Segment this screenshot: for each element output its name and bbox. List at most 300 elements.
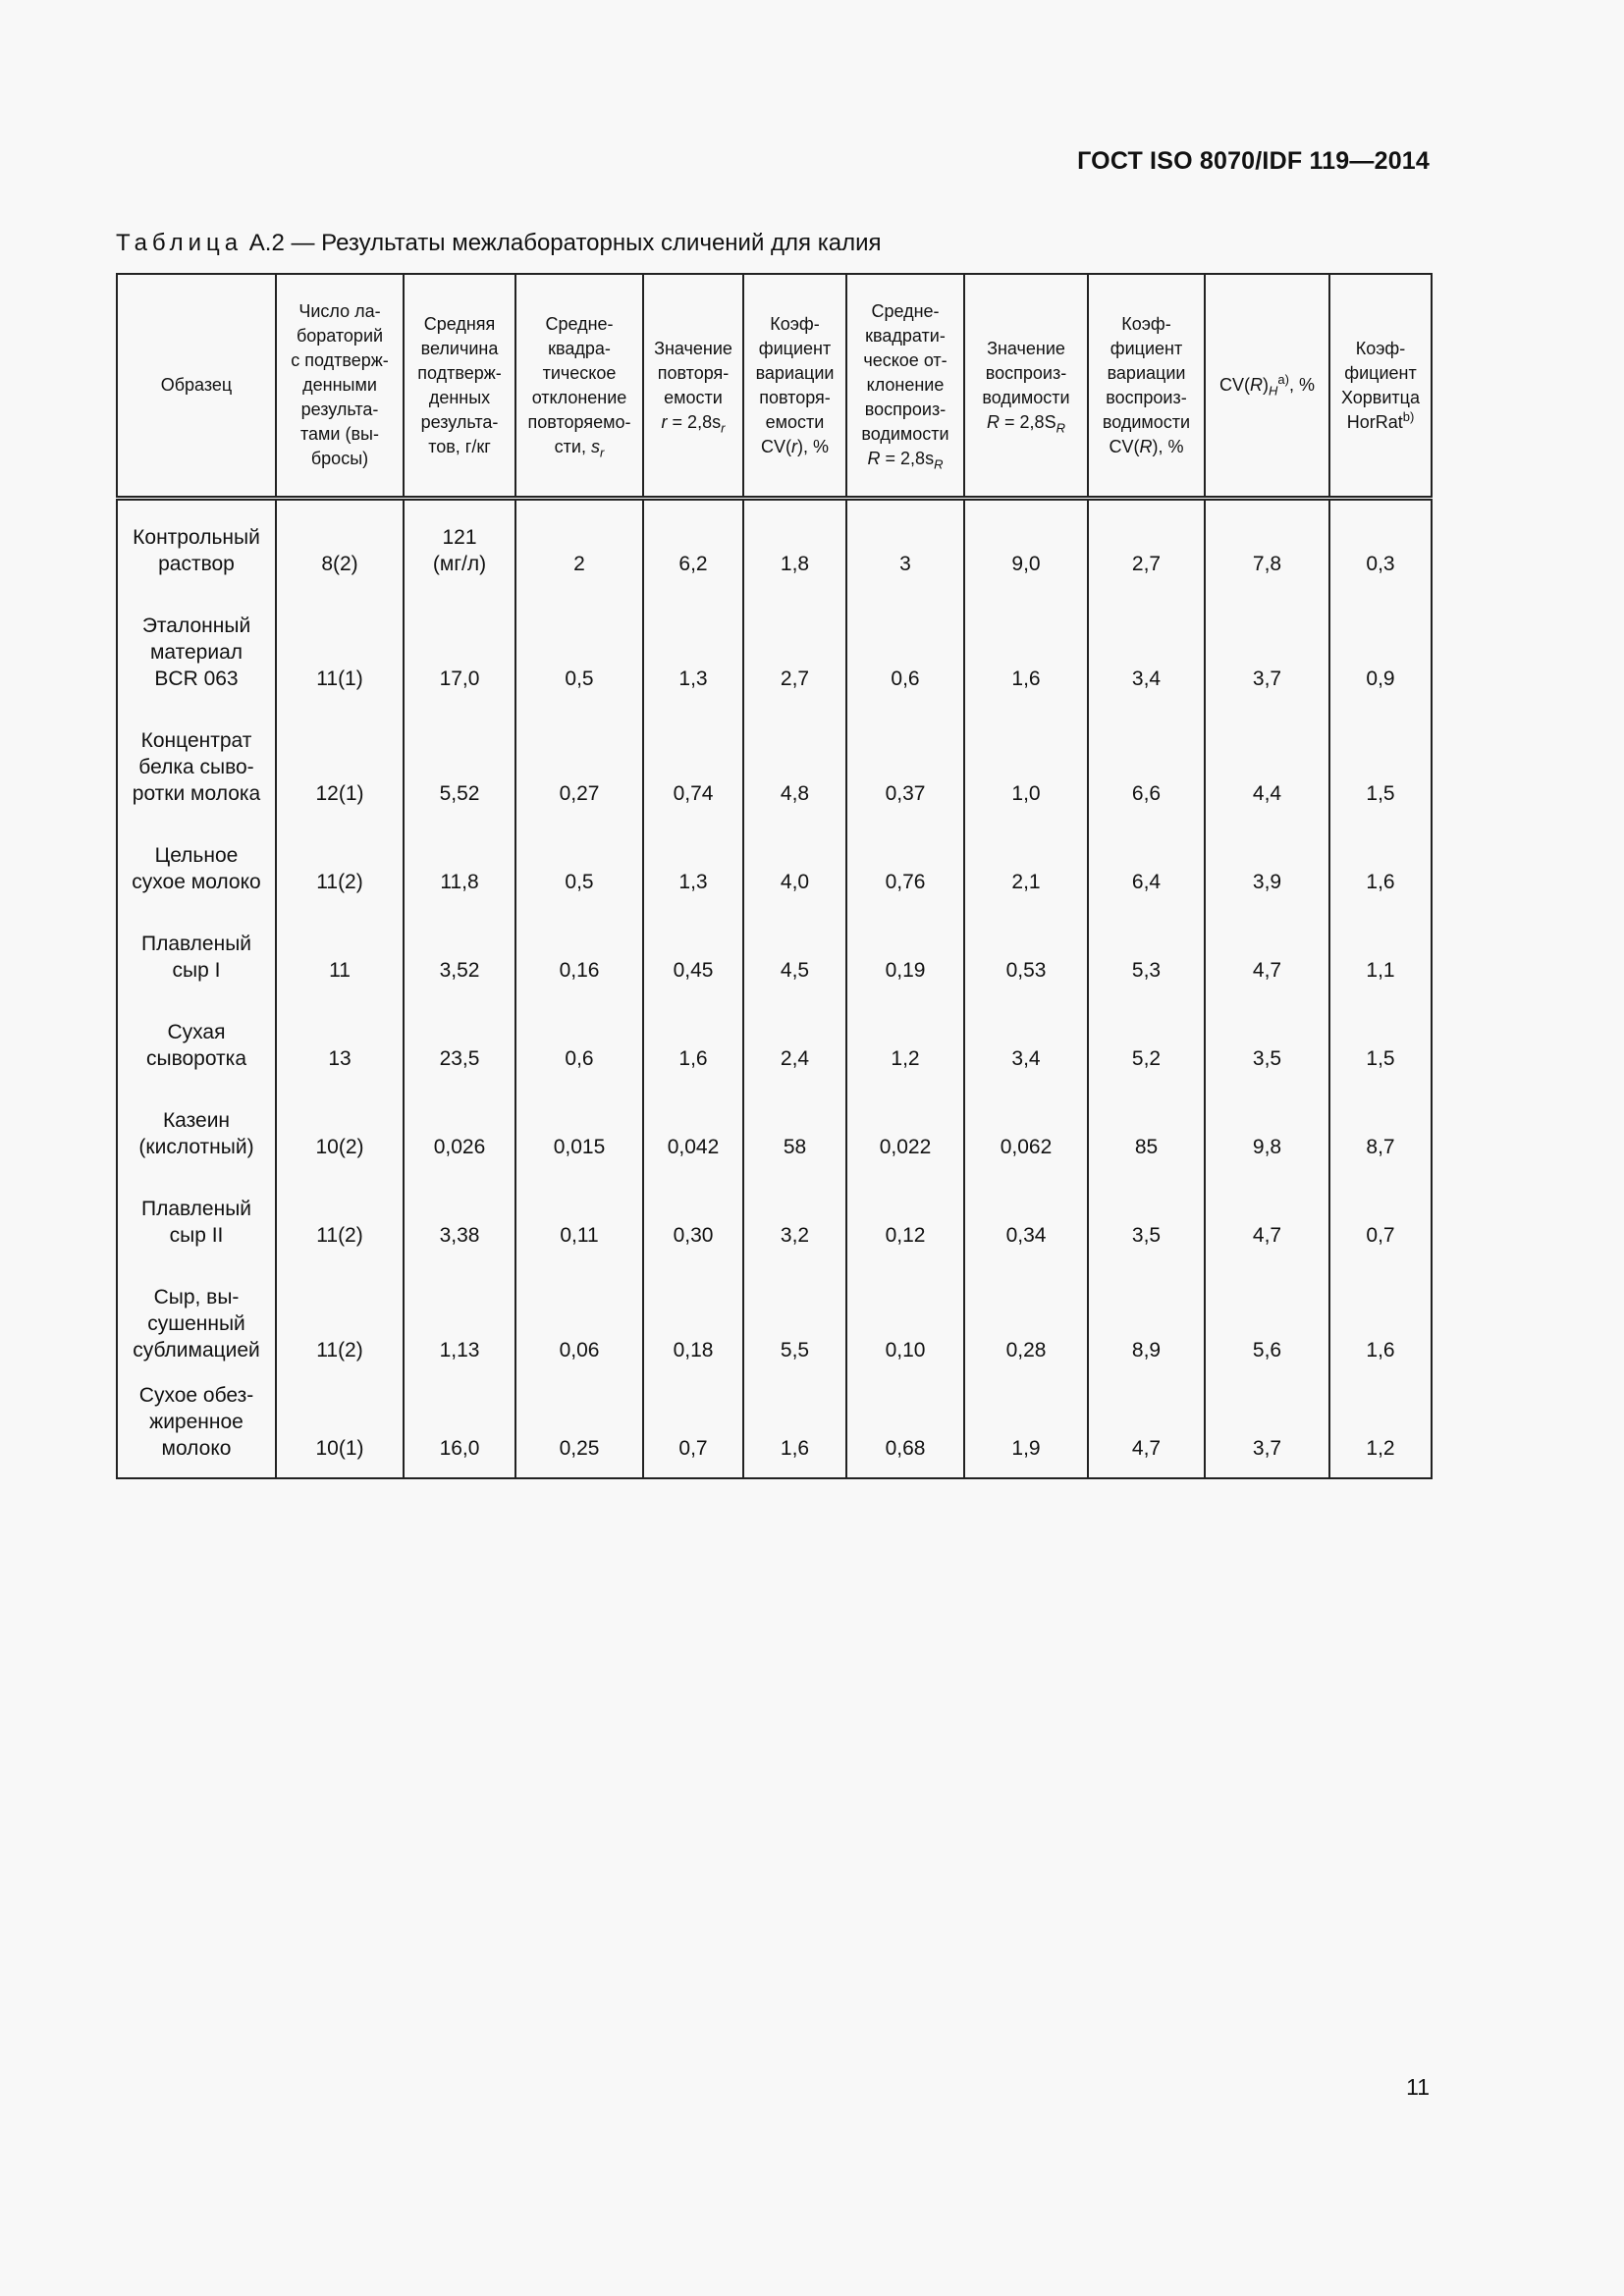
value-cell-horrat — [1329, 692, 1432, 807]
value-text: 0,11 — [560, 1223, 599, 1247]
value-text: 1,8 — [780, 552, 810, 575]
value-cell-repeatability-sd — [515, 1363, 643, 1478]
value-text: 1,6 — [678, 1046, 708, 1070]
value-cell-reproducibility-cv — [1088, 1160, 1205, 1249]
value-text: 0,74 — [673, 781, 714, 805]
value-cell-repeatability-cv — [743, 1363, 846, 1478]
value-text: 6,2 — [678, 552, 708, 575]
sample-name-line: сублимацией — [133, 1338, 260, 1362]
value-cell-reproducibility-sd — [846, 895, 964, 984]
value-text: 1,5 — [1366, 1046, 1395, 1070]
value-text: 2,1 — [1011, 870, 1041, 893]
value-text: 11(2) — [316, 870, 363, 893]
sample-name-line: (кислотный) — [138, 1135, 254, 1158]
column-header-line: CV(r), % — [760, 436, 829, 456]
sample-name-line: Концентрат — [140, 728, 252, 752]
value-text: 121 — [442, 525, 477, 549]
value-cell-labs-count — [276, 692, 404, 807]
column-header-line: фициент — [1110, 338, 1183, 358]
results-table-container — [116, 273, 1431, 1479]
column-header-line: воспроиз- — [985, 362, 1067, 383]
value-text: 2,7 — [780, 667, 810, 690]
column-header-line: $r = 2,8s_r$ — [661, 411, 726, 436]
value-text: 5,52 — [439, 781, 480, 805]
column-header-reproducibility-limit — [964, 274, 1088, 499]
sample-name-line: Сухая — [167, 1020, 226, 1043]
value-cell-mean-value — [404, 1160, 515, 1249]
value-text: 0,37 — [885, 781, 926, 805]
sample-name-line: BCR 063 — [154, 667, 239, 690]
value-cell-horrat — [1329, 984, 1432, 1072]
value-cell-horwitz-cv — [1205, 499, 1329, 577]
sample-name-line: сухое молоко — [132, 870, 261, 893]
value-text: 5,2 — [1131, 1046, 1162, 1070]
column-header-line: Значение — [987, 338, 1065, 358]
table-row — [117, 499, 1432, 577]
value-cell-reproducibility-cv — [1088, 807, 1205, 895]
table-row — [117, 984, 1432, 1072]
column-header-line: фициент — [758, 338, 832, 358]
value-cell-repeatability-sd — [515, 692, 643, 807]
sample-name-line: молоко — [161, 1436, 232, 1460]
value-cell-repeatability-sd — [515, 807, 643, 895]
value-text: 0,7 — [1366, 1223, 1395, 1247]
value-cell-horwitz-cv — [1205, 984, 1329, 1072]
value-text: 1,2 — [891, 1046, 920, 1070]
column-header-line: Коэф- — [770, 313, 820, 334]
value-text: 0,5 — [565, 870, 594, 893]
value-text: 1,2 — [1366, 1436, 1395, 1460]
value-cell-horrat — [1329, 1363, 1432, 1478]
value-text: 1,0 — [1011, 781, 1041, 805]
value-text: 3,38 — [439, 1223, 480, 1247]
value-cell-reproducibility-limit — [964, 1072, 1088, 1160]
value-cell-mean-value — [404, 577, 515, 692]
value-text: 11(2) — [316, 1338, 363, 1362]
column-header-line: емости — [765, 411, 825, 432]
value-text: 1,6 — [1011, 667, 1041, 690]
value-text: 1,6 — [780, 1436, 810, 1460]
value-cell-repeatability-sd — [515, 1072, 643, 1160]
column-header-labs-count — [276, 274, 404, 499]
column-header-horrat — [1329, 274, 1432, 499]
value-text: 3,2 — [780, 1223, 810, 1247]
value-cell-mean-value — [404, 692, 515, 807]
value-cell-reproducibility-limit — [964, 1363, 1088, 1478]
value-text: 5,3 — [1131, 958, 1162, 982]
value-text: 85 — [1134, 1135, 1159, 1158]
value-text: 4,5 — [780, 958, 810, 982]
value-text: 0,18 — [673, 1338, 714, 1362]
value-cell-labs-count — [276, 577, 404, 692]
value-text: 3,5 — [1252, 1046, 1282, 1070]
value-cell-repeatability-cv — [743, 984, 846, 1072]
column-header-line: водимости — [1102, 411, 1191, 432]
column-header-line: HorRat$^{b)}$ — [1346, 408, 1415, 432]
value-cell-horrat — [1329, 1160, 1432, 1249]
column-header-line: Средне- — [545, 313, 614, 334]
table-body — [117, 499, 1432, 1478]
value-text: 0,53 — [1005, 958, 1047, 982]
value-cell-repeatability-limit — [643, 1160, 743, 1249]
column-header-line: тов, г/кг — [428, 436, 491, 456]
value-text: 0,06 — [559, 1338, 600, 1362]
column-header-reproducibility-cv — [1088, 274, 1205, 499]
value-text: 6,6 — [1131, 781, 1162, 805]
value-text: 0,026 — [433, 1135, 486, 1158]
value-text: 7,8 — [1252, 552, 1282, 575]
value-text: 11,8 — [440, 870, 479, 893]
value-text: 4,7 — [1252, 1223, 1282, 1247]
table-row — [117, 1249, 1432, 1363]
value-cell-labs-count — [276, 1249, 404, 1363]
value-cell-horrat — [1329, 577, 1432, 692]
column-header-line: $CV(R)_H^{a)}$, % — [1219, 372, 1315, 399]
column-header-repeatability-sd — [515, 274, 643, 499]
column-header-line: Значение — [654, 338, 732, 358]
value-text: 1,3 — [678, 870, 708, 893]
column-header-line: бросы) — [310, 449, 369, 468]
value-text: 2,7 — [1131, 552, 1162, 575]
column-header-line: сти, $s_r$ — [554, 436, 605, 460]
value-text: 0,68 — [885, 1436, 926, 1460]
column-header-mean-value — [404, 274, 515, 499]
sample-cell — [117, 1249, 276, 1363]
value-text: 0,12 — [885, 1223, 926, 1247]
column-header-line: клонение — [866, 375, 945, 395]
value-cell-repeatability-sd — [515, 1249, 643, 1363]
value-text: 1,5 — [1366, 781, 1395, 805]
value-text: 3,4 — [1131, 667, 1162, 690]
value-cell-horwitz-cv — [1205, 1363, 1329, 1478]
value-cell-repeatability-limit — [643, 499, 743, 577]
value-cell-horrat — [1329, 1249, 1432, 1363]
value-text: 13 — [328, 1046, 352, 1070]
sample-name-line: сыр I — [172, 958, 221, 982]
value-cell-reproducibility-sd — [846, 807, 964, 895]
value-cell-repeatability-limit — [643, 1072, 743, 1160]
value-text: 3,52 — [439, 958, 480, 982]
caption-text: A.2 — Результаты межлабораторных сличений для калия — [248, 230, 882, 256]
sample-name-line: сушенный — [147, 1311, 245, 1335]
column-header-line: результа- — [420, 411, 499, 432]
value-cell-labs-count — [276, 984, 404, 1072]
value-text: 23,5 — [439, 1046, 480, 1070]
value-cell-horrat — [1329, 499, 1432, 577]
value-cell-horrat — [1329, 895, 1432, 984]
value-cell-reproducibility-limit — [964, 499, 1088, 577]
value-text: 8(2) — [321, 552, 358, 575]
column-header-repeatability-limit — [643, 274, 743, 499]
sample-cell — [117, 1363, 276, 1478]
column-header-line: вариации — [755, 362, 835, 383]
value-text: 1,9 — [1011, 1436, 1041, 1460]
value-text: 9,8 — [1252, 1135, 1282, 1158]
value-text: 4,8 — [780, 781, 810, 805]
value-cell-repeatability-limit — [643, 807, 743, 895]
column-header-line: величина — [420, 338, 499, 358]
column-header-line: Коэф- — [1121, 313, 1171, 334]
value-cell-reproducibility-limit — [964, 692, 1088, 807]
value-cell-reproducibility-cv — [1088, 1363, 1205, 1478]
value-text: 0,5 — [565, 667, 594, 690]
column-header-line: бораторий — [296, 326, 384, 346]
value-text: 9,0 — [1011, 552, 1041, 575]
table-header-row — [117, 274, 1432, 499]
value-text: 0,7 — [678, 1436, 708, 1460]
value-text: 0,25 — [559, 1436, 600, 1460]
sample-cell — [117, 895, 276, 984]
column-header-line: Образец — [160, 375, 233, 395]
column-header-line: отклонение — [531, 387, 627, 407]
value-cell-repeatability-cv — [743, 692, 846, 807]
value-text: 2,4 — [780, 1046, 810, 1070]
column-header-line: Коэф- — [1355, 338, 1406, 358]
value-cell-reproducibility-limit — [964, 1249, 1088, 1363]
sample-name-line: раствор — [158, 552, 235, 575]
value-cell-repeatability-cv — [743, 1160, 846, 1249]
value-cell-horwitz-cv — [1205, 1160, 1329, 1249]
value-cell-reproducibility-cv — [1088, 692, 1205, 807]
sample-name-line: Цельное — [154, 843, 239, 867]
value-text: 0,015 — [553, 1135, 606, 1158]
value-text: 0,042 — [667, 1135, 720, 1158]
sample-name-line: Казеин — [162, 1108, 231, 1132]
results-table — [116, 273, 1433, 1479]
column-header-line: CV(R), % — [1109, 436, 1184, 456]
sample-name-line: Плавленый — [140, 932, 252, 955]
sample-name-line: Сыр, вы- — [153, 1285, 240, 1308]
value-text: 0,19 — [885, 958, 926, 982]
column-header-line: Средне- — [871, 301, 940, 321]
value-text: 8,9 — [1131, 1338, 1162, 1362]
column-header-line: водимости — [861, 424, 949, 444]
value-text: 11 — [329, 958, 351, 982]
value-cell-horwitz-cv — [1205, 577, 1329, 692]
column-header-line: тическое — [542, 362, 617, 383]
value-cell-horwitz-cv — [1205, 1249, 1329, 1363]
value-text: 0,16 — [559, 958, 600, 982]
value-text: 0,062 — [1000, 1135, 1053, 1158]
value-text: 3,7 — [1252, 1436, 1282, 1460]
value-text: 1,1 — [1366, 958, 1395, 982]
sample-cell — [117, 807, 276, 895]
column-header-line: воспроиз- — [864, 400, 947, 419]
value-cell-repeatability-sd — [515, 1160, 643, 1249]
value-cell-mean-value — [404, 1249, 515, 1363]
sample-cell — [117, 499, 276, 577]
column-header-sample — [117, 274, 276, 499]
column-header-line: подтверж- — [417, 362, 502, 383]
column-header-line: $R = 2,8S_R$ — [987, 411, 1065, 436]
column-header-line: квадра- — [548, 338, 611, 358]
value-text: 8,7 — [1366, 1135, 1395, 1158]
value-cell-reproducibility-limit — [964, 984, 1088, 1072]
value-text: 3,9 — [1252, 870, 1282, 893]
column-header-line: с подтверж- — [291, 350, 389, 370]
column-header-line: тами (вы- — [300, 424, 379, 444]
value-cell-mean-value — [404, 1363, 515, 1478]
table-row — [117, 807, 1432, 895]
value-cell-reproducibility-cv — [1088, 984, 1205, 1072]
column-header-line: воспроиз- — [1106, 387, 1187, 407]
value-cell-repeatability-cv — [743, 1072, 846, 1160]
value-cell-repeatability-sd — [515, 984, 643, 1072]
sample-name-line: белка сыво- — [138, 755, 254, 778]
table-row — [117, 1072, 1432, 1160]
column-header-line: результа- — [300, 400, 379, 419]
value-text: 12(1) — [315, 781, 364, 805]
value-text: 17,0 — [439, 667, 480, 690]
value-text: 10(2) — [315, 1135, 364, 1158]
value-text: 3,5 — [1131, 1223, 1162, 1247]
value-cell-labs-count — [276, 1072, 404, 1160]
sample-name-line: сыворотка — [145, 1046, 247, 1070]
column-header-line: емости — [664, 387, 723, 407]
value-cell-repeatability-sd — [515, 895, 643, 984]
sample-cell — [117, 984, 276, 1072]
value-cell-labs-count — [276, 1160, 404, 1249]
value-text: 1,13 — [439, 1338, 480, 1362]
value-text: 1,6 — [1366, 870, 1395, 893]
table-row — [117, 692, 1432, 807]
value-cell-repeatability-limit — [643, 1249, 743, 1363]
value-cell-mean-value — [404, 1072, 515, 1160]
table-row — [117, 1363, 1432, 1478]
value-text: 0,9 — [1366, 667, 1395, 690]
value-cell-repeatability-sd — [515, 577, 643, 692]
column-header-line: ческое от- — [863, 350, 947, 370]
value-text: 0,34 — [1005, 1223, 1047, 1247]
value-text: 0,10 — [885, 1338, 926, 1362]
sample-name-line: материал — [149, 640, 244, 664]
value-text: 2 — [573, 552, 585, 575]
value-cell-reproducibility-limit — [964, 807, 1088, 895]
column-header-horwitz-cv — [1205, 274, 1329, 499]
value-cell-reproducibility-sd — [846, 984, 964, 1072]
value-cell-repeatability-sd — [515, 499, 643, 577]
value-text: 5,6 — [1252, 1338, 1282, 1362]
sample-cell — [117, 1072, 276, 1160]
column-header-line: повторя- — [657, 362, 730, 383]
column-header-line: денными — [302, 375, 377, 395]
sample-name-line: Плавленый — [140, 1197, 252, 1220]
value-cell-horrat — [1329, 1072, 1432, 1160]
value-text: 1,3 — [678, 667, 708, 690]
sample-name-line: Эталонный — [141, 614, 251, 637]
table-caption — [116, 230, 882, 257]
value-text: 3 — [899, 552, 911, 575]
value-cell-reproducibility-sd — [846, 499, 964, 577]
value-text: 11(1) — [316, 667, 363, 690]
value-cell-mean-value — [404, 499, 515, 577]
value-cell-repeatability-cv — [743, 895, 846, 984]
value-cell-repeatability-cv — [743, 807, 846, 895]
sample-name-line: ротки молока — [132, 781, 261, 805]
value-cell-labs-count — [276, 499, 404, 577]
value-cell-horwitz-cv — [1205, 692, 1329, 807]
value-cell-horwitz-cv — [1205, 895, 1329, 984]
column-header-line: Средняя — [423, 313, 496, 334]
column-header-line: фициент — [1344, 362, 1417, 383]
value-text: 3,4 — [1011, 1046, 1041, 1070]
value-cell-reproducibility-cv — [1088, 577, 1205, 692]
value-cell-repeatability-limit — [643, 692, 743, 807]
value-cell-repeatability-limit — [643, 984, 743, 1072]
value-cell-reproducibility-sd — [846, 692, 964, 807]
column-header-line: денных — [428, 387, 491, 407]
value-cell-reproducibility-sd — [846, 1249, 964, 1363]
page-number: 11 — [1406, 2074, 1430, 2100]
value-cell-reproducibility-limit — [964, 1160, 1088, 1249]
column-header-line: квадрати- — [865, 326, 946, 346]
value-cell-repeatability-limit — [643, 895, 743, 984]
value-cell-labs-count — [276, 1363, 404, 1478]
column-header-line: $R = 2,8s_R$ — [867, 449, 944, 472]
sample-name-line: сыр II — [169, 1223, 224, 1247]
sample-name-line: Контрольный — [133, 525, 260, 549]
value-cell-horrat — [1329, 807, 1432, 895]
value-text: 6,4 — [1131, 870, 1162, 893]
value-cell-horwitz-cv — [1205, 807, 1329, 895]
value-text: 16,0 — [439, 1436, 480, 1460]
value-text: 0,30 — [673, 1223, 714, 1247]
sample-name-line: Сухое обез- — [138, 1383, 254, 1407]
column-header-line: Хорвитца — [1340, 387, 1420, 407]
value-cell-reproducibility-sd — [846, 577, 964, 692]
table-row — [117, 577, 1432, 692]
value-cell-reproducibility-sd — [846, 1363, 964, 1478]
value-cell-repeatability-limit — [643, 1363, 743, 1478]
caption-prefix: Таблица — [116, 230, 244, 256]
value-text: 0,28 — [1005, 1338, 1047, 1362]
value-cell-repeatability-cv — [743, 577, 846, 692]
value-cell-horwitz-cv — [1205, 1072, 1329, 1160]
value-cell-mean-value — [404, 984, 515, 1072]
sample-name-line: жиренное — [149, 1410, 244, 1433]
value-cell-repeatability-cv — [743, 499, 846, 577]
value-text: 0,27 — [559, 781, 600, 805]
value-text: 0,6 — [891, 667, 920, 690]
table-row — [117, 895, 1432, 984]
value-text: 4,7 — [1252, 958, 1282, 982]
value-text: 11(2) — [316, 1223, 363, 1247]
sample-cell — [117, 1160, 276, 1249]
value-cell-repeatability-limit — [643, 577, 743, 692]
value-text: 1,6 — [1366, 1338, 1395, 1362]
value-cell-mean-value — [404, 895, 515, 984]
value-text: 3,7 — [1252, 667, 1282, 690]
value-cell-mean-value — [404, 807, 515, 895]
value-text: 4,0 — [780, 870, 810, 893]
column-header-line: водимости — [982, 387, 1070, 407]
value-cell-reproducibility-cv — [1088, 499, 1205, 577]
value-text: 4,7 — [1131, 1436, 1162, 1460]
value-cell-reproducibility-sd — [846, 1072, 964, 1160]
value-cell-reproducibility-cv — [1088, 1249, 1205, 1363]
value-text: 10(1) — [315, 1436, 364, 1460]
value-cell-repeatability-cv — [743, 1249, 846, 1363]
document-code: ГОСТ ISO 8070/IDF 119—2014 — [1077, 147, 1430, 175]
value-text: 0,022 — [879, 1135, 932, 1158]
column-header-line: повторя- — [759, 387, 831, 407]
column-header-reproducibility-sd — [846, 274, 964, 499]
value-text: 0,76 — [885, 870, 926, 893]
table-row — [117, 1160, 1432, 1249]
value-cell-labs-count — [276, 895, 404, 984]
sample-cell — [117, 577, 276, 692]
value-text: (мг/л) — [432, 552, 487, 575]
